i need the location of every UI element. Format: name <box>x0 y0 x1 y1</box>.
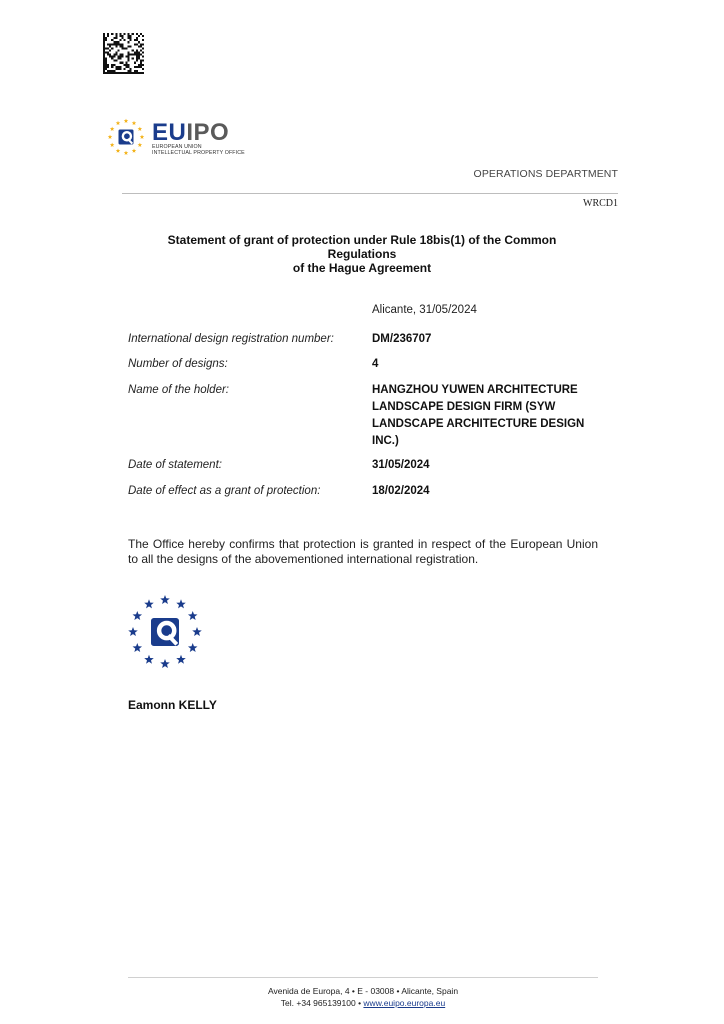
document-title <box>140 233 584 275</box>
footer <box>128 985 598 1009</box>
euipo-emblem-icon <box>104 117 148 161</box>
title-line3: of the Hague Agreement <box>292 261 432 275</box>
footer-tel: Tel. +34 965139100 • <box>280 998 364 1008</box>
department-name: OPERATIONS DEPARTMENT <box>473 168 618 180</box>
logo-subtitle <box>152 144 245 156</box>
date-of-statement-value: 31/05/2024 <box>372 459 430 471</box>
registration-number-label: International design registration number: <box>128 333 334 345</box>
title-line2: Regulations <box>327 247 397 261</box>
title-line1: Statement of grant of protection under Rule 18bis(1) of the Common <box>167 233 557 247</box>
header-divider <box>122 193 618 194</box>
euipo-seal-icon <box>124 594 206 670</box>
logo-subtitle-line1: EUROPEAN UNION <box>152 144 202 150</box>
holder-name-label: Name of the holder: <box>128 384 230 396</box>
date-of-effect-label: Date of effect as a grant of protection: <box>128 485 321 497</box>
euipo-logo-wordmark <box>152 121 229 145</box>
signatory-name: Eamonn KELLY <box>128 698 217 712</box>
date-of-effect-value: 18/02/2024 <box>372 485 430 497</box>
place-and-date: Alicante, 31/05/2024 <box>372 304 477 316</box>
footer-address: Avenida de Europa, 4 • E - 03008 • Alicante, Spain <box>267 986 459 996</box>
logo-word-ipo: IPO <box>186 119 230 146</box>
website-link[interactable]: www.euipo.europa.eu <box>363 998 446 1008</box>
holder-name-value: HANGZHOU YUWEN ARCHITECTURE LANDSCAPE DESIGN FIRM (SYW LANDSCAPE ARCHITECTURE DESIGN INC.) <box>372 384 585 447</box>
logo-word-eu: EU <box>152 119 187 146</box>
confirmation-statement: The Office hereby confirms that protection is granted in respect of the European Union to all the designs of the abovementioned international registration. <box>128 537 598 566</box>
footer-contact <box>128 997 598 1009</box>
registration-number-value: DM/236707 <box>372 333 432 345</box>
date-of-statement-label: Date of statement: <box>128 459 222 471</box>
document-reference: WRCD1 <box>583 198 618 209</box>
footer-divider <box>128 977 598 978</box>
number-of-designs-label: Number of designs: <box>128 358 228 370</box>
logo-subtitle-line2: INTELLECTUAL PROPERTY OFFICE <box>152 150 245 157</box>
datamatrix-code-icon <box>103 33 144 74</box>
number-of-designs-value: 4 <box>372 358 379 370</box>
